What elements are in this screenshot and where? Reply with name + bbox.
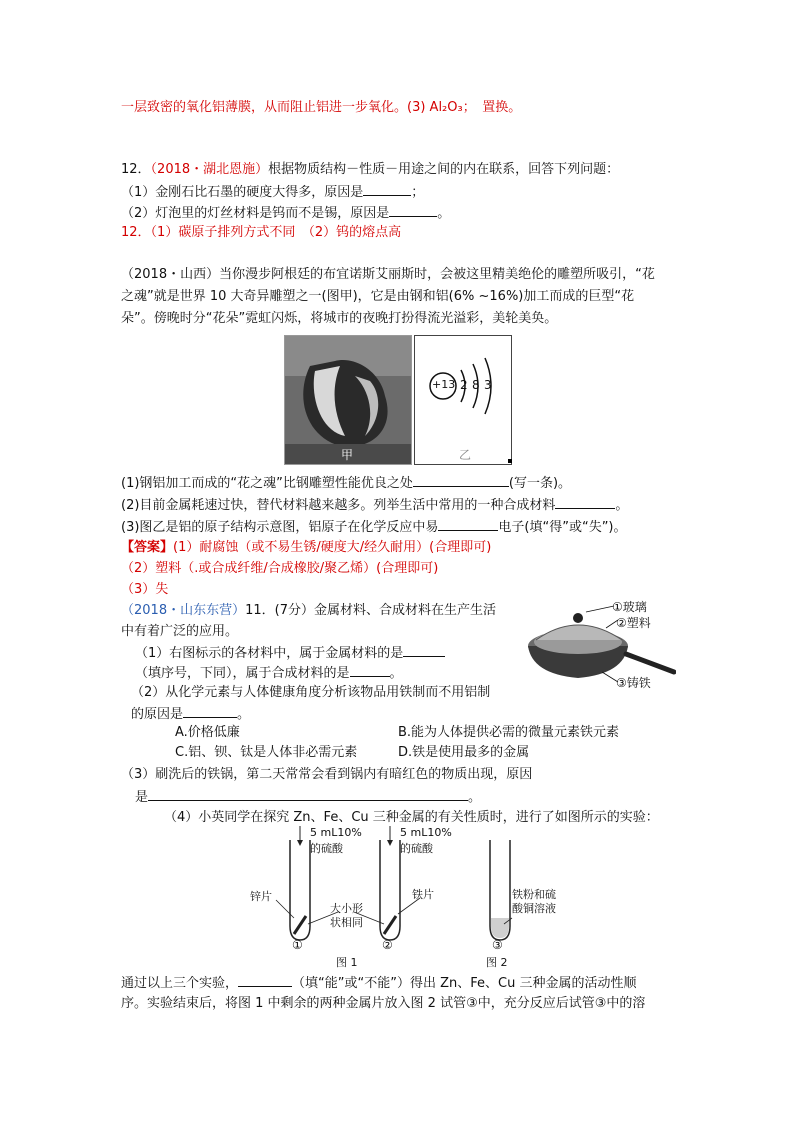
shanxi-part1-text: (1)钢铝加工而成的“花之魂”比钢雕塑性能优良之处 — [121, 476, 413, 491]
answer-label: 【答案】 — [121, 540, 174, 555]
q11-part3b-text: 是 — [135, 790, 149, 805]
shanxi-intro-line3: 朵”。傍晚时分“花朵”霓虹闪烁，将城市的夜晚打扮得流光溢彩，美轮美奂。 — [121, 311, 558, 326]
frying-pan-drawing — [526, 598, 676, 690]
acid-label-1b: 的硫酸 — [310, 842, 343, 855]
acid-label-2: 5 mL10% — [400, 826, 452, 839]
tube-number-2: ② — [382, 938, 393, 952]
q11-part1a-text: （1）右图标示的各材料中，属于金属材料的是 — [135, 646, 404, 661]
answer-blank[interactable] — [238, 972, 292, 987]
q11-part1b-text: （填序号，下同），属于合成材料的是 — [135, 666, 350, 681]
q11-part1b-end: 。 — [389, 666, 403, 681]
q12-answer: 12．（1）碳原子排列方式不同 （2）钨的熔点高 — [121, 225, 402, 240]
shanxi-part3-end: 电子(填“得”或“失”)。 — [498, 520, 627, 535]
option-d[interactable]: D.铁是使用最多的金属 — [398, 745, 530, 760]
previous-answer-line: 一层致密的氧化铝薄膜，从而阻止铝进一步氧化。(3) Al₂O₃； 置换。 — [121, 100, 522, 115]
iron-label: 铁片 — [412, 888, 434, 901]
answer-blank[interactable] — [403, 642, 445, 657]
q11-part3a: （3）刷洗后的铁锅，第二天常常会看到锅内有暗红色的物质出现，原因 — [121, 767, 533, 782]
shell-electrons-2: 8 — [472, 378, 480, 392]
q11-part1b — [135, 662, 403, 684]
sculpture-photo — [284, 335, 412, 465]
q11-part2b — [131, 703, 250, 725]
aluminum-atom-diagram — [414, 335, 512, 465]
option-c[interactable]: C.铝、钡、钛是人体非必需元素 — [175, 745, 358, 760]
option-a[interactable]: A.价格低廉 — [175, 725, 240, 740]
pan-label-glass: ①玻璃 — [612, 600, 647, 614]
answer-blank[interactable] — [350, 662, 390, 677]
zinc-label: 锌片 — [250, 890, 272, 903]
q11-part3b — [135, 786, 481, 808]
frying-pan-figure — [526, 598, 676, 690]
shanxi-intro-line2: 之魂”就是世界 10 大奇异雕塑之一(图甲)，它是由钢和铝(6% ~16%)加工而成的巨型“花 — [121, 289, 635, 304]
q11-conclusion-line1 — [121, 972, 636, 994]
shanxi-intro-line1: （2018・山西）当你漫步阿根廷的布宜诺斯艾丽斯时，会被这里精美绝伦的雕塑所吸引，“花 — [121, 267, 655, 282]
answer-blank[interactable] — [389, 202, 437, 217]
q12-part2-end: 。 — [437, 206, 451, 221]
q11-stem-line1 — [121, 601, 496, 621]
q12-number: 12． — [121, 162, 151, 177]
caption-yi: 乙 — [459, 448, 472, 462]
q11-stem-line2: 中有着广泛的应用。 — [121, 624, 239, 639]
figure-2-caption: 图 2 — [486, 956, 508, 969]
acid-label-2b: 的硫酸 — [400, 842, 433, 855]
q11-stem-text: 11．(7分）金属材料、合成材料在生产生活 — [245, 603, 496, 618]
copper-sulfate-solution — [491, 918, 509, 938]
shanxi-part2-text: (2)目前金属耗速过快，替代材料越来越多。列举生活中常用的一种合成材料 — [121, 498, 556, 513]
acid-label-1: 5 mL10% — [310, 826, 362, 839]
tube-number-1: ① — [292, 938, 303, 952]
q12-part1-end: ； — [411, 185, 425, 200]
same-size-label-2: 状相同 — [330, 916, 363, 929]
option-b[interactable]: B.能为人体提供必需的微量元素铁元素 — [398, 725, 620, 740]
zinc-strip — [294, 916, 306, 934]
shanxi-part1 — [121, 472, 571, 494]
tube-number-3: ③ — [492, 938, 503, 952]
shanxi-part2 — [121, 494, 628, 516]
marker-dot — [508, 459, 512, 463]
q11-part2b-text: 的原因是 — [131, 707, 184, 722]
q12-stem — [121, 160, 619, 180]
sculpture-drawing — [285, 336, 411, 464]
q11-conclusion-text-b: （填“能”或“不能”）得出 Zn、Fe、Cu 三种金属的活动性顺 — [292, 976, 637, 991]
mixture-label-2: 酸铜溶液 — [512, 902, 556, 915]
q12-source: （2018・湖北恩施） — [150, 162, 269, 177]
atom-nucleus-charge: +13 — [432, 378, 456, 391]
shanxi-answer-1 — [121, 538, 491, 558]
answer-blank[interactable] — [183, 703, 237, 718]
q12-part2 — [121, 202, 450, 224]
q11-part4: （4）小英同学在探究 Zn、Fe、Cu 三种金属的有关性质时，进行了如图所示的实验： — [164, 810, 659, 825]
answer-blank[interactable] — [555, 494, 615, 509]
q12-part1 — [121, 181, 424, 203]
pan-label-plastic: ②塑料 — [616, 616, 651, 630]
q11-part2b-end: 。 — [237, 707, 251, 722]
q11-conclusion-text-a: 通过以上三个实验， — [121, 976, 239, 991]
answer-blank[interactable] — [438, 516, 498, 531]
answer-blank[interactable] — [148, 786, 468, 801]
answer-blank[interactable] — [363, 181, 411, 196]
shanxi-part3-text: (3)图乙是铝的原子结构示意图，铝原子在化学反应中易 — [121, 520, 439, 535]
shanxi-answer-2: （2）塑料（.或合成纤维/合成橡胶/聚乙烯）(合理即可) — [121, 561, 439, 576]
shanxi-answer-3: （3）失 — [121, 582, 169, 597]
shanxi-part2-end: 。 — [615, 498, 629, 513]
figure-1-caption: 图 1 — [336, 956, 358, 969]
iron-strip — [384, 916, 396, 934]
atom-structure — [415, 336, 511, 464]
test-tube-experiment-figure — [250, 826, 570, 970]
shell-electrons-3: 3 — [484, 378, 492, 392]
answer-blank[interactable] — [413, 472, 509, 487]
q11-part3b-end: 。 — [468, 790, 482, 805]
same-size-label-1: 大小形 — [330, 902, 363, 915]
q12-stem-text: 根据物质结构－性质－用途之间的内在联系，回答下列问题： — [268, 162, 620, 177]
shanxi-part1-end: (写一条)。 — [508, 476, 572, 491]
q11-conclusion-line2: 序。实验结束后，将图 1 中剩余的两种金属片放入图 2 试管③中，充分反应后试管③中的溶 — [121, 996, 646, 1011]
shanxi-answer-1-text: (1）耐腐蚀（或不易生锈/硬度大/经久耐用）(合理即可) — [173, 540, 492, 555]
pan-label-cast-iron: ③铸铁 — [616, 676, 651, 690]
q11-part2a: （2）从化学元素与人体健康角度分析该物品用铁制而不用铝制 — [131, 685, 491, 700]
q12-part1-text: （1）金刚石比石墨的硬度大得多，原因是 — [121, 185, 364, 200]
caption-jia: 甲 — [341, 448, 354, 462]
shell-electrons-1: 2 — [460, 378, 468, 392]
shanxi-part3 — [121, 516, 627, 538]
q11-source: （2018・山东东营） — [121, 603, 246, 618]
q11-part1a — [135, 642, 445, 664]
mixture-label-1: 铁粉和硫 — [512, 888, 556, 901]
q12-part2-text: （2）灯泡里的灯丝材料是钨而不是锡，原因是 — [121, 206, 390, 221]
